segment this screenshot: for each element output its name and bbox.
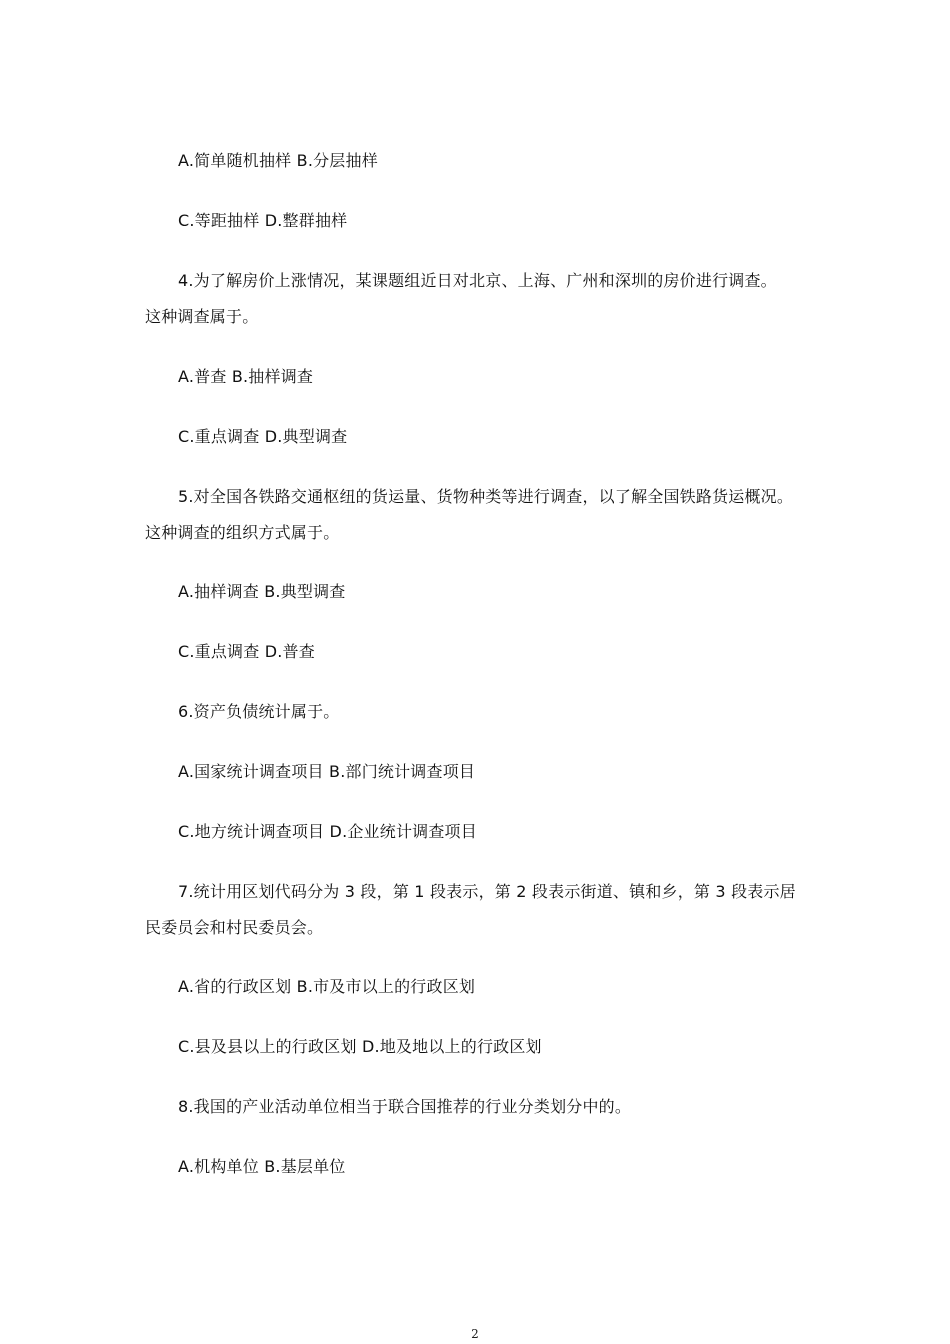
q3-options-ab: A.简单随机抽样 B.分层抽样 — [178, 151, 378, 170]
q4-question-line2: 这种调查属于。 — [145, 307, 259, 326]
q6-options-ab: A.国家统计调查项目 B.部门统计调查项目 — [178, 762, 476, 781]
q8-question: 8.我国的产业活动单位相当于联合国推荐的行业分类划分中的。 — [178, 1097, 632, 1116]
q7-question-line2: 民委员会和村民委员会。 — [145, 918, 324, 937]
q4-options-cd: C.重点调查 D.典型调查 — [178, 427, 348, 446]
page-number: 2 — [471, 1327, 479, 1341]
q5-question-line1: 5.对全国各铁路交通枢纽的货运量、货物种类等进行调查，以了解全国铁路货运概况。 — [178, 487, 794, 506]
q7-options-cd: C.县及县以上的行政区划 D.地及地以上的行政区划 — [178, 1037, 542, 1056]
q7-question-line1: 7.统计用区划代码分为 3 段，第 1 段表示，第 2 段表示街道、镇和乡，第 3 段表示居 — [178, 882, 796, 901]
q5-question-line2: 这种调查的组织方式属于。 — [145, 523, 340, 542]
q3-options-cd: C.等距抽样 D.整群抽样 — [178, 211, 348, 230]
q5-options-cd: C.重点调查 D.普查 — [178, 642, 315, 661]
q4-options-ab: A.普查 B.抽样调查 — [178, 367, 314, 386]
q6-question: 6.资产负债统计属于。 — [178, 702, 340, 721]
q5-options-ab: A.抽样调查 B.典型调查 — [178, 582, 346, 601]
q4-question-line1: 4.为了解房价上涨情况，某课题组近日对北京、上海、广州和深圳的房价进行调查。 — [178, 271, 777, 290]
q6-options-cd: C.地方统计调查项目 D.企业统计调查项目 — [178, 822, 477, 841]
q8-options-ab: A.机构单位 B.基层单位 — [178, 1157, 346, 1176]
q7-options-ab: A.省的行政区划 B.市及市以上的行政区划 — [178, 977, 476, 996]
